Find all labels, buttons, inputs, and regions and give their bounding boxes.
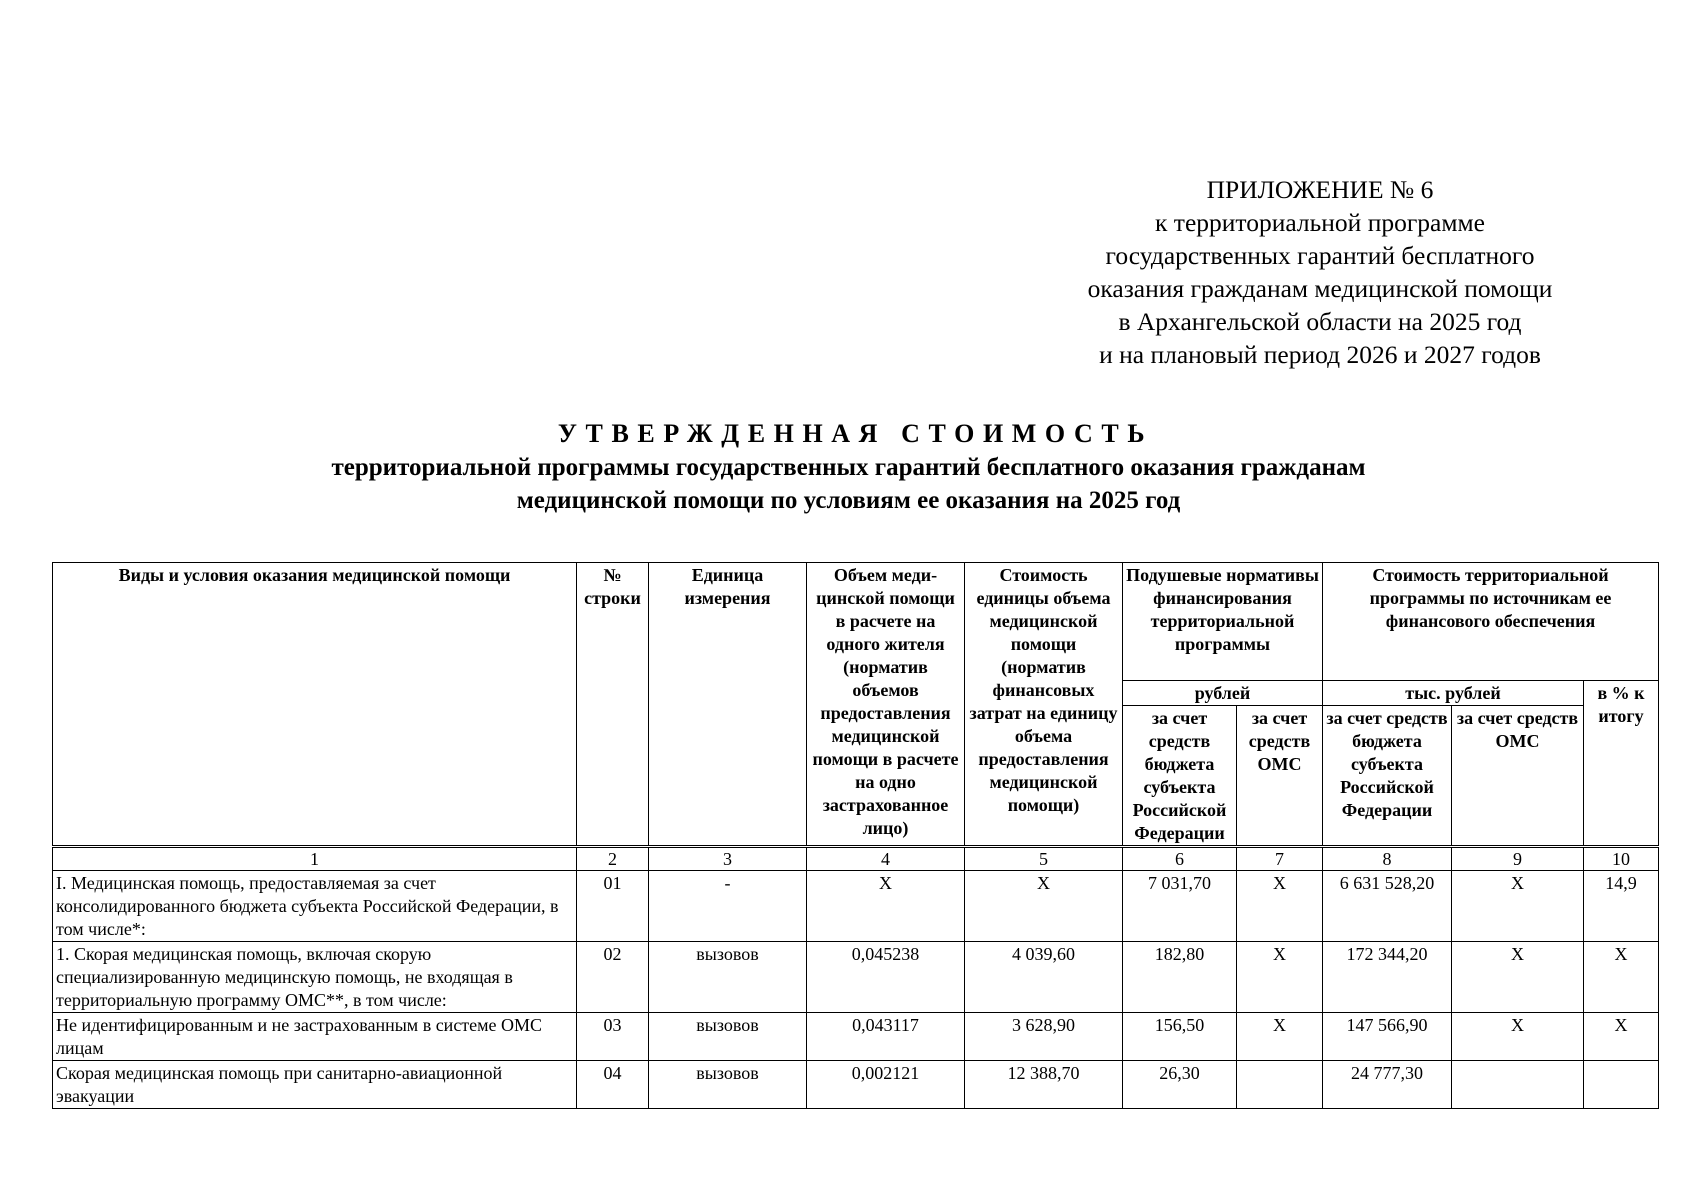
appendix-line: в Архангельской области на 2025 год — [1118, 307, 1522, 336]
row-unit: вызовов — [649, 942, 807, 1013]
header-row-number: № строки — [577, 563, 649, 847]
header-unit: Единица измерения — [649, 563, 807, 847]
row-oms-thousand — [1452, 1061, 1584, 1109]
header-percent-total: в % к итогу — [1584, 681, 1659, 847]
row-volume: 0,043117 — [807, 1013, 965, 1061]
row-budget-rubles: 26,30 — [1123, 1061, 1237, 1109]
row-oms-rubles — [1237, 1061, 1323, 1109]
row-budget-rubles: 156,50 — [1123, 1013, 1237, 1061]
row-budget-thousand: 147 566,90 — [1323, 1013, 1452, 1061]
row-percent: X — [1584, 1013, 1659, 1061]
column-number: 3 — [649, 847, 807, 871]
row-oms-rubles: X — [1237, 1013, 1323, 1061]
column-number: 9 — [1452, 847, 1584, 871]
appendix-line: к территориальной программе — [1155, 208, 1485, 237]
row-volume: X — [807, 871, 965, 942]
column-number: 6 — [1123, 847, 1237, 871]
title-main: УТВЕРЖДЕННАЯ СТОИМОСТЬ — [557, 419, 1154, 448]
appendix-line: и на плановый период 2026 и 2027 годов — [1099, 340, 1541, 369]
table-row — [53, 1061, 1659, 1109]
appendix-line: ПРИЛОЖЕНИЕ № 6 — [1206, 175, 1434, 204]
column-number: 4 — [807, 847, 965, 871]
row-unit-cost: 3 628,90 — [965, 1013, 1123, 1061]
row-name: I. Медицинская помощь, предоставляемая за счет консолидированного бюджета субъекта Российской Федерации, в том числе*: — [53, 871, 577, 942]
header-unit-cost: Стоимость единицы объема медицинской помощи (норматив финансовых затрат на единицу объема предоставления медицинской помощи) — [965, 563, 1123, 847]
row-name: Не идентифицированным и не застрахованным в системе ОМС лицам — [53, 1013, 577, 1061]
row-percent: 14,9 — [1584, 871, 1659, 942]
row-oms-thousand: X — [1452, 942, 1584, 1013]
row-oms-rubles: X — [1237, 871, 1323, 942]
table-row — [53, 1013, 1659, 1061]
appendix-header — [1030, 173, 1610, 371]
header-volume: Объем меди-цинской помощи в расчете на одного жителя (норматив объемов предоставления медицинской помощи в расчете на одно застрахованное лицо) — [807, 563, 965, 847]
header-budget-thousand: за счет средств бюджета субъекта Российской Федерации — [1323, 706, 1452, 847]
row-percent — [1584, 1061, 1659, 1109]
row-number: 02 — [577, 942, 649, 1013]
header-oms-rubles: за счет средств ОМС — [1237, 706, 1323, 847]
row-budget-rubles: 7 031,70 — [1123, 871, 1237, 942]
row-name: Скорая медицинская помощь при санитарно-авиационной эвакуации — [53, 1061, 577, 1109]
table-row — [53, 871, 1659, 942]
header-rubles: рублей — [1123, 681, 1323, 706]
row-unit: - — [649, 871, 807, 942]
column-number: 10 — [1584, 847, 1659, 871]
column-number: 7 — [1237, 847, 1323, 871]
row-volume: 0,045238 — [807, 942, 965, 1013]
appendix-line: оказания гражданам медицинской помощи — [1087, 274, 1553, 303]
header-per-capita: Подушевые нормативы финансирования территориальной программы — [1123, 563, 1323, 681]
row-volume: 0,002121 — [807, 1061, 965, 1109]
appendix-line: государственных гарантий бесплатного — [1105, 241, 1535, 270]
header-oms-thousand: за счет средств ОМС — [1452, 706, 1584, 847]
row-budget-rubles: 182,80 — [1123, 942, 1237, 1013]
row-number: 04 — [577, 1061, 649, 1109]
row-percent: X — [1584, 942, 1659, 1013]
row-number: 01 — [577, 871, 649, 942]
row-unit-cost: 4 039,60 — [965, 942, 1123, 1013]
header-thousand-rubles: тыс. рублей — [1323, 681, 1584, 706]
header-program-cost: Стоимость территориальной программы по источникам ее финансового обеспечения — [1323, 563, 1659, 681]
row-number: 03 — [577, 1013, 649, 1061]
row-oms-thousand: X — [1452, 1013, 1584, 1061]
row-name: 1. Скорая медицинская помощь, включая скорую специализированную медицинскую помощь, не входящая в территориальную программу ОМС**, в том числе: — [53, 942, 577, 1013]
row-oms-rubles: X — [1237, 942, 1323, 1013]
column-number: 5 — [965, 847, 1123, 871]
row-unit-cost: 12 388,70 — [965, 1061, 1123, 1109]
column-number: 2 — [577, 847, 649, 871]
row-unit: вызовов — [649, 1061, 807, 1109]
row-unit-cost: X — [965, 871, 1123, 942]
header-kinds: Виды и условия оказания медицинской помощи — [53, 563, 577, 847]
table-row — [53, 942, 1659, 1013]
column-number: 8 — [1323, 847, 1452, 871]
column-number: 1 — [53, 847, 577, 871]
row-oms-thousand: X — [1452, 871, 1584, 942]
title-subtitle-line-1: территориальной программы государственных гарантий бесплатного оказания гражданам — [331, 454, 1366, 481]
column-number-row — [53, 847, 1659, 871]
row-unit: вызовов — [649, 1013, 807, 1061]
title-subtitle-line-2: медицинской помощи по условиям ее оказания на 2025 год — [516, 487, 1181, 514]
row-budget-thousand: 24 777,30 — [1323, 1061, 1452, 1109]
cost-table — [52, 562, 1659, 1109]
document-title — [0, 417, 1697, 517]
row-budget-thousand: 172 344,20 — [1323, 942, 1452, 1013]
header-budget-rubles: за счет средств бюджета субъекта Российской Федерации — [1123, 706, 1237, 847]
row-budget-thousand: 6 631 528,20 — [1323, 871, 1452, 942]
